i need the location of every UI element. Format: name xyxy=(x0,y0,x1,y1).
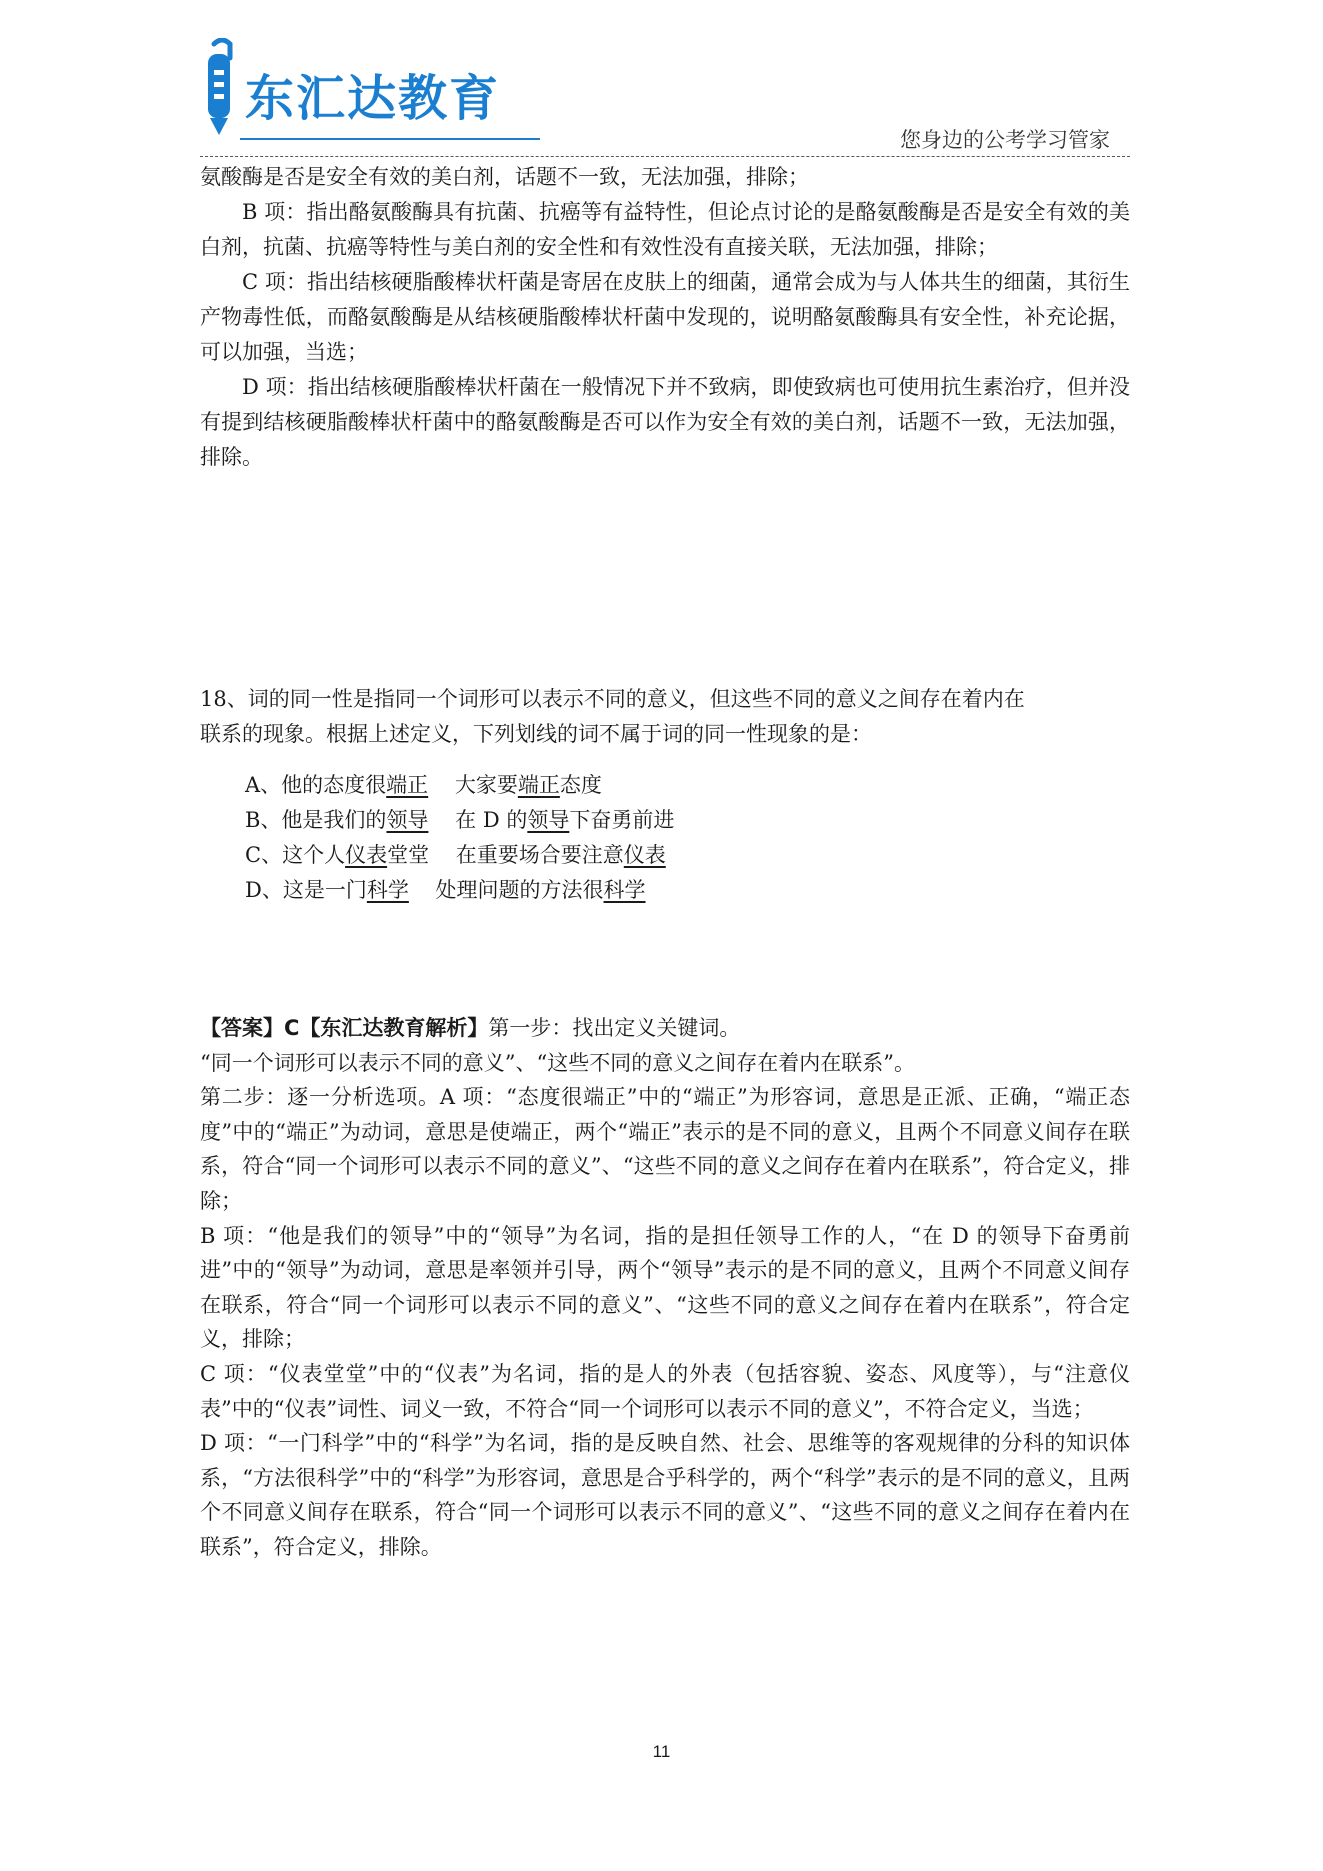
option-c: C、这个人仪表堂堂 在重要场合要注意仪表 xyxy=(245,843,666,867)
analysis-option-d: D 项：指出结核硬脂酸棒状杆菌在一般情况下并不致病，即使致病也可使用抗生素治疗，但并没有提到结核硬脂酸棒状杆菌中的酪氨酸酶是否可以作为安全有效的美白剂，话题不一致，无法加强，排除。 xyxy=(200,375,1130,469)
question-stem-line1: 18、词的同一性是指同一个词形可以表示不同的意义，但这些不同的意义之间存在着内在 xyxy=(200,687,1025,711)
underlined-word: 领导 xyxy=(386,808,429,832)
answer-option-d: D 项：“一门科学”中的“科学”为名词，指的是反映自然、社会、思维等的客观规律的分科的知识体系，“方法很科学”中的“科学”为形容词，意思是合乎科学的，两个“科学”表示的是不同的意义，且两个不同意义间存在联系，符合“同一个词形可以表示不同的意义”、“这些不同的意义之间存在着内在联系”，符合定义，排除。 xyxy=(200,1431,1130,1559)
answer-keywords: “同一个词形可以表示不同的意义”、“这些不同的意义之间存在着内在联系”。 xyxy=(200,1050,915,1075)
logo-underline xyxy=(240,138,540,140)
underlined-word: 端正 xyxy=(386,773,429,797)
underlined-word: 仪表 xyxy=(345,843,388,867)
answer-label: 【答案】C【东汇达教育解析】 xyxy=(200,1016,489,1040)
analysis-line: 氨酸酶是否是安全有效的美白剂，话题不一致，无法加强，排除； xyxy=(200,165,809,189)
page-header xyxy=(200,38,1130,160)
answer-step1: 第一步：找出定义关键词。 xyxy=(488,1016,741,1040)
header-slogan: 您身边的公考学习管家 xyxy=(900,128,1110,152)
answer-step2-a: 第二步：逐一分析选项。A 项：“态度很端正”中的“端正”为形容词，意思是正派、正确，“端正态度”中的“端正”为动词，意思是使端正，两个“端正”表示的是不同的意义，且两个不同意义间存在联系，符合“同一个词形可以表示不同的意义”、“这些不同的意义之间存在着内在联系”，符合定义，排除； xyxy=(200,1085,1130,1213)
underlined-word: 科学 xyxy=(366,878,409,902)
answer-option-b: B 项：“他是我们的领导”中的“领导”为名词，指的是担任领导工作的人，“在 D 的领导下奋勇前进”中的“领导”为动词，意思是率领并引导，两个“领导”表示的是不同的意义，且两个不同意义间存在联系，符合“同一个词形可以表示不同的意义”、“这些不同的意义之间存在着内在联系”，符合定义，排除； xyxy=(200,1223,1130,1352)
analysis-option-b: B 项：指出酪氨酸酶具有抗菌、抗癌等有益特性，但论点讨论的是酪氨酸酶是否是安全有效的美白剂，抗菌、抗癌等特性与美白剂的安全性和有效性没有直接关联，无法加强，排除； xyxy=(200,200,1130,259)
brand-logo xyxy=(200,38,560,138)
logo-text: 东汇达教育 xyxy=(245,70,501,127)
option-list xyxy=(245,768,674,908)
analysis-option-c: C 项：指出结核硬脂酸棒状杆菌是寄居在皮肤上的细菌，通常会成为与人体共生的细菌，其衍生产物毒性低，而酪氨酸酶是从结核硬脂酸棒状杆菌中发现的，说明酪氨酸酶具有安全性，补充论据，可以加强，当选； xyxy=(200,270,1130,364)
answer-option-c: C 项：“仪表堂堂”中的“仪表”为名词，指的是人的外表（包括容貌、姿态、风度等），与“注意仪表”中的“仪表”词性、词义一致，不符合“同一个词形可以表示不同的意义”，不符合定义，当选； xyxy=(200,1361,1130,1421)
underlined-word: 科学 xyxy=(603,878,646,902)
underlined-word: 端正 xyxy=(517,773,560,797)
question-stem-line2: 联系的现象。根据上述定义，下列划线的词不属于词的同一性现象的是： xyxy=(200,722,872,746)
question-18 xyxy=(200,682,1130,752)
answer-section xyxy=(200,1011,1130,1565)
pen-icon xyxy=(200,38,244,138)
page-number: 11 xyxy=(652,1742,671,1761)
option-a: A、他的态度很端正 大家要端正态度 xyxy=(245,773,602,797)
previous-analysis xyxy=(200,160,1130,475)
underlined-word: 领导 xyxy=(527,808,570,832)
option-d: D、这是一门科学 处理问题的方法很科学 xyxy=(245,878,646,902)
option-b: B、他是我们的领导 在 D 的领导下奋勇前进 xyxy=(245,808,675,832)
answer-heading xyxy=(200,1011,1130,1046)
header-divider xyxy=(200,156,1130,157)
underlined-word: 仪表 xyxy=(623,843,666,867)
